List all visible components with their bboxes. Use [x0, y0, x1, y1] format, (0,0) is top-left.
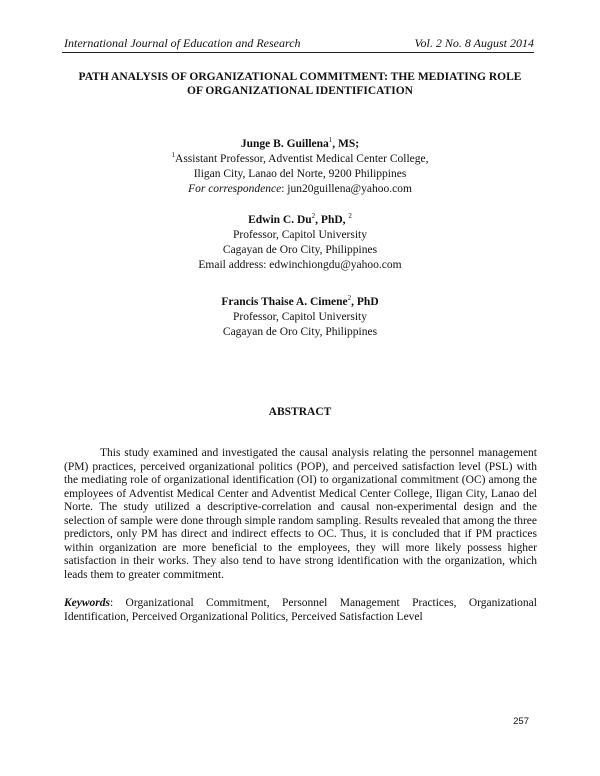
affiliation-line: Iligan City, Lanao del Norte, 9200 Philippines	[193, 168, 407, 180]
author-email: Email address: edwinchiongdu@yahoo.com	[198, 259, 402, 271]
keywords-paragraph	[64, 597, 537, 624]
correspondence-email: : jun20guillena@yahoo.com	[281, 183, 412, 195]
affiliation-line: Professor, Capitol University	[232, 229, 367, 241]
running-header	[62, 36, 534, 52]
author-superscript: 2	[311, 212, 316, 220]
author-superscript: 1	[328, 136, 333, 144]
affiliation-line: Cagayan de Oro City, Philippines	[222, 244, 378, 256]
author-degree: , PhD,	[315, 214, 349, 226]
author-degree: , MS;	[332, 138, 360, 150]
author-superscript: 2	[348, 212, 352, 220]
page-number: 257	[513, 716, 529, 727]
abstract-heading: ABSTRACT	[268, 406, 332, 418]
author-degree: , PhD	[351, 296, 379, 308]
title-line-1: PATH ANALYSIS OF ORGANIZATIONAL COMMITMENT: THE MEDIATING ROLE	[78, 71, 522, 83]
keywords-list: : Organizational Commitment, Personnel Management Practices, Organizational Identification, Perceived Organizational Politics, Perceived Satisfaction Level	[64, 597, 537, 623]
paper-title	[40, 70, 560, 98]
header-rule	[62, 52, 534, 53]
affiliation-superscript: 1	[171, 151, 176, 159]
volume-issue: Vol. 2 No. 8 August 2014	[414, 36, 534, 50]
keywords-label: Keywords	[64, 597, 110, 609]
author-block-3	[60, 295, 540, 340]
affiliation-line: Professor, Capitol University	[232, 311, 367, 323]
affiliation-line: Cagayan de Oro City, Philippines	[222, 326, 378, 338]
author-name: Edwin C. Du	[248, 214, 312, 226]
correspondence-label: For correspondence	[188, 183, 282, 195]
author-name: Francis Thaise A. Cimene	[221, 296, 348, 308]
affiliation-line: Assistant Professor, Adventist Medical Center College,	[175, 153, 429, 165]
title-line-2: OF ORGANIZATIONAL IDENTIFICATION	[187, 85, 413, 97]
abstract-body: This study examined and investigated the causal analysis relating the personnel management (PM) practices, perceived organizational politics (POP), and perceived satisfaction level (PSL) with the mediating role of organizational identification (OI) to organizational commitment (OC) among the employees of Adventist Medical Center and Adventist Medical Center College, Iligan City, Lanao del Norte. The study utilized a descriptive-correlation and causal non-experimental design and the selection of sample were done through simple random sampling. Results revealed that among the three predictors, only PM has direct and indirect effects to OC. Thus, it is concluded that if PM practices within organization are more beneficial to the employees, they will more likely possess higher satisfaction in their works. They also tend to have strong identification with the organization, which leads them to greater commitment.	[64, 447, 537, 581]
author-superscript: 2	[347, 294, 352, 302]
journal-name: International Journal of Education and Research	[64, 36, 301, 50]
author-name: Junge B. Guillena	[240, 138, 329, 150]
author-block-1	[60, 137, 540, 197]
author-block-2	[60, 213, 540, 273]
